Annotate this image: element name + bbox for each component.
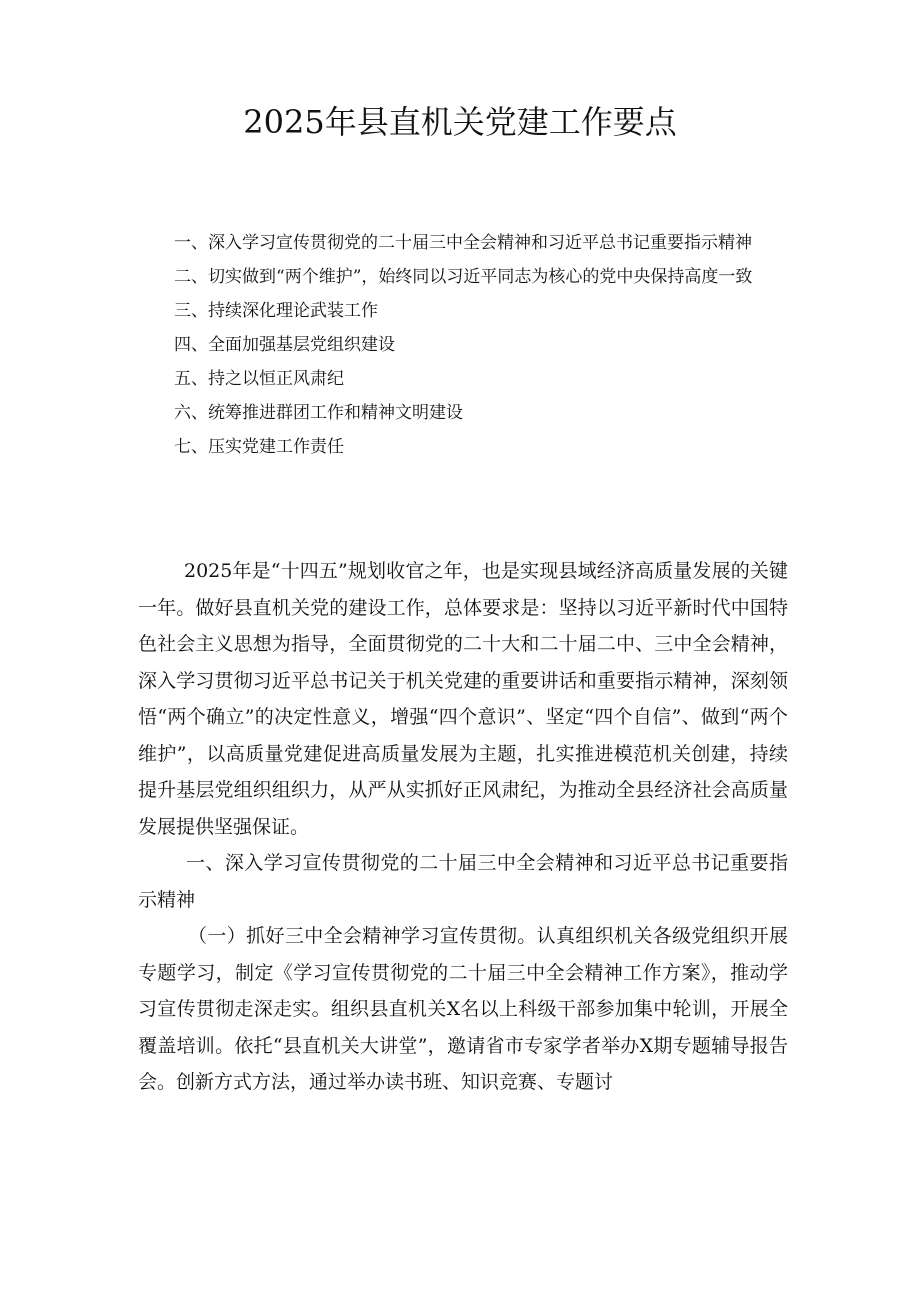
outline-item-4: 四、全面加强基层党组织建设 [174, 335, 395, 355]
outline-item-6: 六、统筹推进群团工作和精神文明建设 [174, 403, 463, 423]
section-one-paragraph: （一）抓好三中全会精神学习宣传贯彻。认真组织机关各级党组织开展专题学习，制定《学习宣传贯彻党的二十届三中全会精神工作方案》，推动学习宣传贯彻走深走实。组织县直机关X名以上科级干部参加集中轮训，开展全覆盖培训。依托“县直机关大讲堂”，邀请省市专家学者举办X期专题辅导报告会。创新方式方法，通过举办读书班、知识竞赛、专题讨 [138, 925, 788, 1093]
document-body [138, 553, 788, 1101]
section-one-heading: 一、深入学习宣传贯彻党的二十届三中全会精神和习近平总书记重要指示精神 [138, 852, 788, 911]
outline-item-2: 二、切实做到“两个维护”，始终同以习近平同志为核心的党中央保持高度一致 [174, 267, 753, 287]
outline-list [138, 226, 788, 464]
outline-item-3: 三、持续深化理论武装工作 [174, 301, 378, 321]
outline-item-7: 七、压实党建工作责任 [174, 437, 344, 457]
outline-item-1: 一、深入学习宣传贯彻党的二十届三中全会精神和习近平总书记重要指示精神 [174, 233, 752, 253]
intro-paragraph: 2025年是“十四五”规划收官之年，也是实现县域经济高质量发展的关键一年。做好县直机关党的建设工作，总体要求是：坚持以习近平新时代中国特色社会主义思想为指导，全面贯彻党的二十大和二十届二中、三中全会精神，深入学习贯彻习近平总书记关于机关党建的重要讲话和重要指示精神，深刻领悟“两个确立”的决定性意义，增强“四个意识”、坚定“四个自信”、做到“两个维护”，以高质量党建促进高质量发展为主题，扎实推进模范机关创建，持续提升基层党组织组织力，从严从实抓好正风肃纪，为推动全县经济社会高质量发展提供坚强保证。 [138, 560, 788, 838]
document-title: 2025年县直机关党建工作要点 [243, 103, 677, 141]
outline-item-5: 五、持之以恒正风肃纪 [174, 369, 344, 389]
